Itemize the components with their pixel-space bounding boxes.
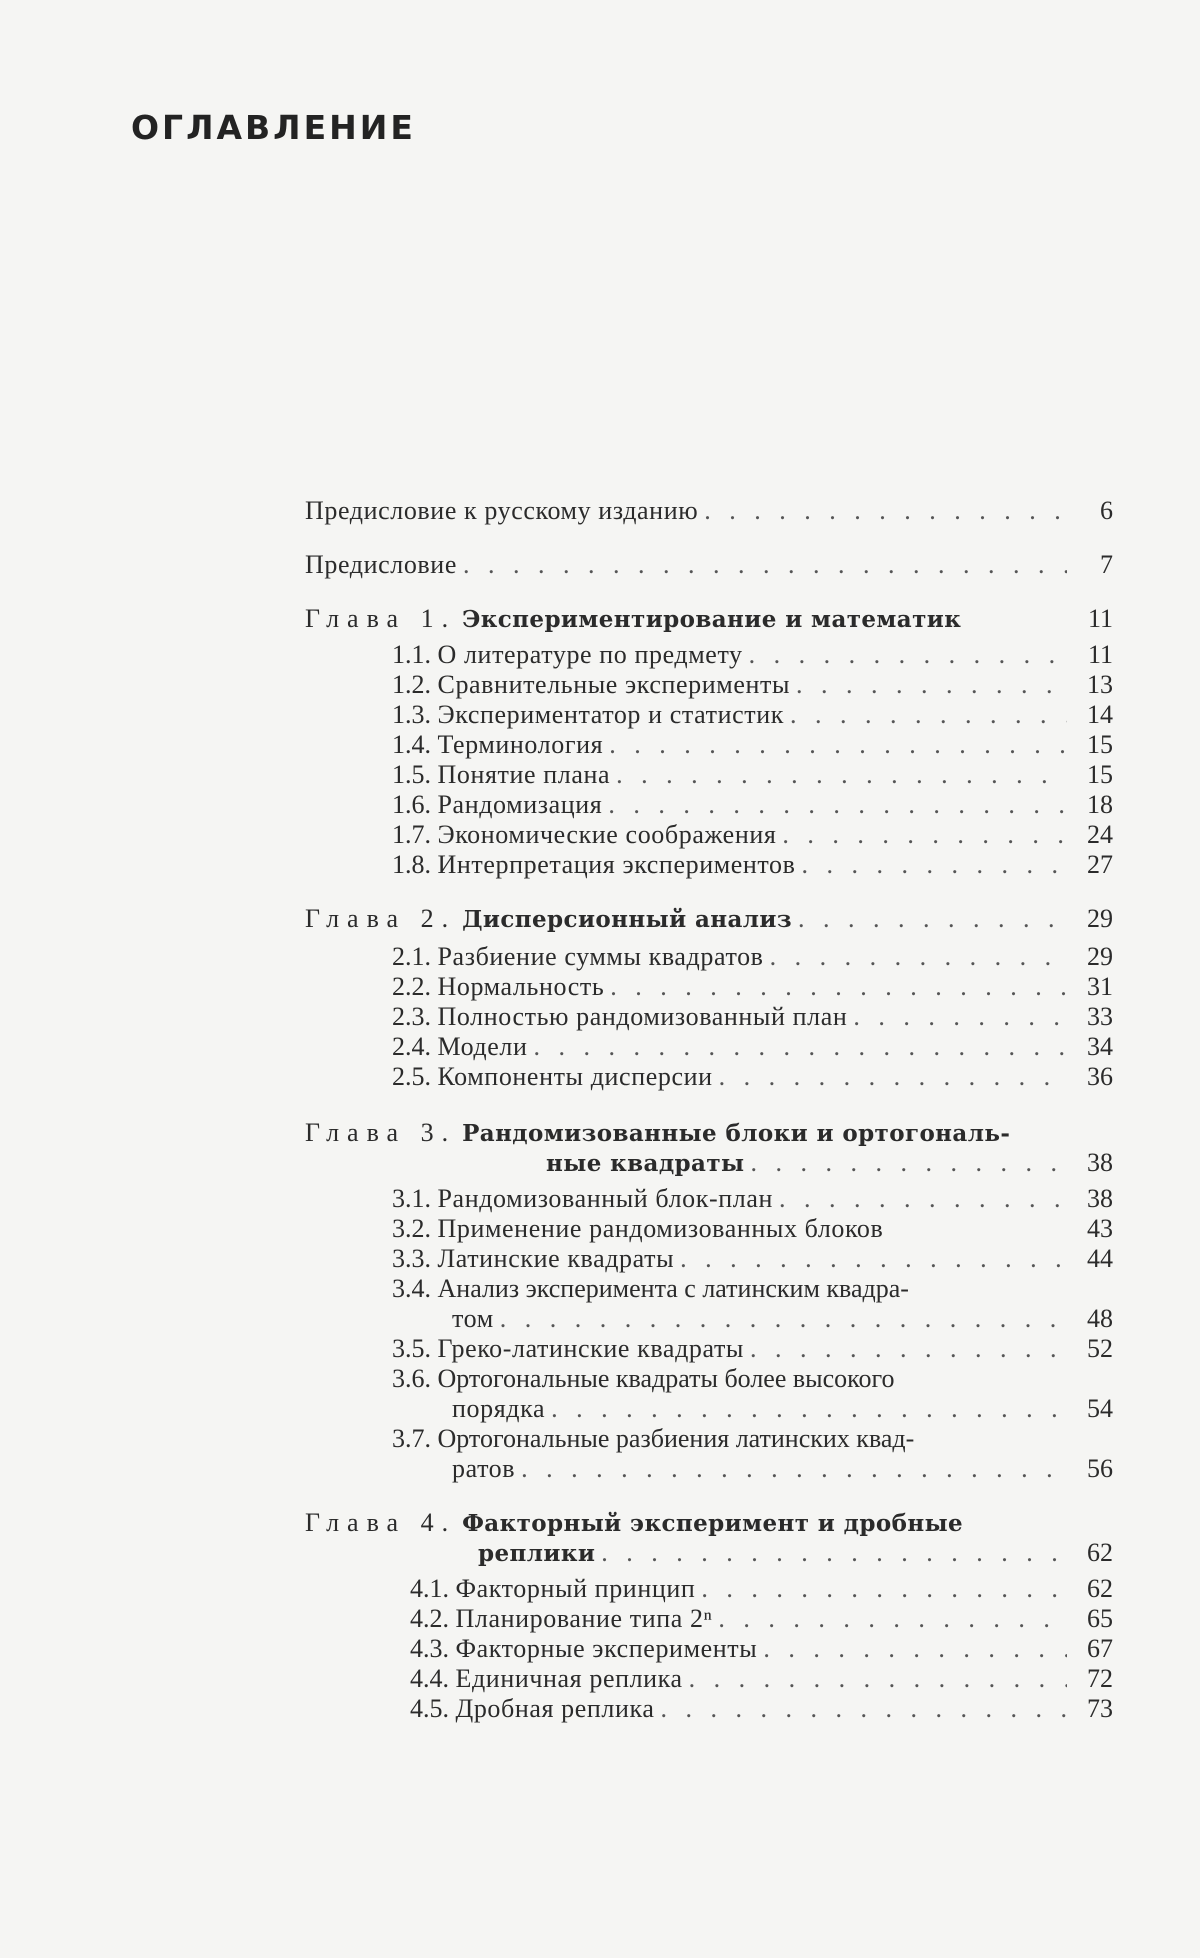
leader-dots (609, 730, 1067, 759)
leader-dots (601, 1538, 1067, 1567)
toc-entry-page: 52 (1087, 1334, 1113, 1363)
toc-entry-page: 11 (1087, 640, 1113, 669)
section-number: 1.4. (392, 730, 431, 759)
toc-entry-page: 72 (1087, 1664, 1113, 1693)
chapter-title-continued: реплики (478, 1540, 596, 1567)
toc-entry-page: 48 (1087, 1304, 1113, 1333)
section-number: 4.1. (410, 1574, 449, 1603)
section-number: 2.5. (392, 1062, 431, 1091)
leader-dots (689, 1664, 1067, 1693)
toc-section-2-4[interactable] (392, 1032, 1113, 1061)
section-number: 1.6. (392, 790, 431, 819)
leader-dots (463, 550, 1067, 579)
toc-entry-page: 13 (1087, 670, 1113, 699)
section-title: Разбиение суммы квадратов (437, 942, 764, 971)
section-title: Компоненты дисперсии (437, 1062, 713, 1091)
section-number: 3.5. (392, 1334, 431, 1363)
leader-dots (798, 904, 1067, 933)
toc-entry-page: 67 (1087, 1634, 1113, 1663)
toc-entry-page: 29 (1087, 904, 1113, 933)
toc-entry-preface-russian[interactable] (305, 496, 1113, 525)
section-title-continued: порядка (452, 1394, 546, 1423)
toc-section-3-1[interactable] (392, 1184, 1113, 1213)
section-number: 4.2. (410, 1604, 449, 1633)
toc-section-1-7[interactable] (392, 820, 1113, 849)
leader-dots (763, 1634, 1067, 1663)
section-title: Анализ эксперимента с латинским квадра- (437, 1274, 909, 1303)
toc-section-1-8[interactable] (392, 850, 1113, 879)
toc-entry-page: 43 (1087, 1214, 1113, 1243)
section-title: Экономические соображения (437, 820, 777, 849)
section-number: 4.4. (410, 1664, 449, 1693)
toc-section-1-4[interactable] (392, 730, 1113, 759)
chapter-label: Глава 3. (305, 1118, 457, 1147)
section-number: 3.4. (392, 1274, 431, 1303)
section-title: Терминология (437, 730, 604, 759)
leader-dots (779, 1184, 1067, 1213)
section-title-continued: том (452, 1304, 494, 1333)
leader-dots (680, 1244, 1067, 1273)
chapter-title: Дисперсионный анализ (462, 906, 792, 933)
toc-entry-title: Предисловие (305, 550, 457, 579)
toc-section-3-6-line2[interactable] (452, 1394, 1113, 1423)
leader-dots (610, 972, 1067, 1001)
section-title: Ортогональные квадраты более высокого (437, 1364, 895, 1393)
chapter-label: Глава 1. (305, 604, 457, 633)
section-number: 3.6. (392, 1364, 431, 1393)
section-title: Интерпретация экспериментов (437, 850, 796, 879)
toc-entry-page: 38 (1087, 1148, 1113, 1177)
leader-dots (608, 790, 1067, 819)
toc-entry-page: 38 (1087, 1184, 1113, 1213)
leader-dots (500, 1304, 1067, 1333)
section-number: 1.3. (392, 700, 431, 729)
toc-entry-page: 62 (1087, 1574, 1113, 1603)
toc-section-3-6-line1[interactable] (392, 1364, 895, 1393)
toc-entry-page: 6 (1100, 496, 1113, 525)
toc-section-3-7-line2[interactable] (452, 1454, 1113, 1483)
toc-entry-title: Предисловие к русскому изданию (305, 496, 699, 525)
toc-entry-page: 29 (1087, 942, 1113, 971)
section-number: 4.5. (410, 1694, 449, 1723)
leader-dots (790, 700, 1067, 729)
section-title: Греко-латинские квадраты (437, 1334, 744, 1363)
section-number: 4.3. (410, 1634, 449, 1663)
toc-chapter-1[interactable] (305, 604, 1113, 634)
toc-section-1-6[interactable] (392, 790, 1113, 819)
leader-dots (616, 760, 1067, 789)
leader-dots (796, 670, 1067, 699)
toc-entry-page: 15 (1087, 730, 1113, 759)
section-number: 1.5. (392, 760, 431, 789)
leader-dots (533, 1032, 1067, 1061)
toc-entry-page: 62 (1087, 1538, 1113, 1567)
toc-section-3-7-line1[interactable] (392, 1424, 914, 1453)
toc-entry-preface[interactable] (305, 550, 1113, 579)
toc-entry-page: 34 (1087, 1032, 1113, 1061)
toc-section-3-4-line1[interactable] (392, 1274, 909, 1303)
section-number: 3.1. (392, 1184, 431, 1213)
toc-entry-page: 15 (1087, 760, 1113, 789)
section-title: Латинские квадраты (437, 1244, 675, 1273)
section-number: 1.8. (392, 850, 431, 879)
toc-chapter-3-line2[interactable] (546, 1148, 1113, 1178)
toc-chapter-2[interactable] (305, 904, 1113, 934)
toc-section-3-5[interactable] (392, 1334, 1113, 1363)
section-number: 2.2. (392, 972, 431, 1001)
section-title: Нормальность (437, 972, 605, 1001)
section-title: Единичная реплика (455, 1664, 683, 1693)
section-title: Дробная реплика (455, 1694, 655, 1723)
toc-section-4-2[interactable] (410, 1604, 1113, 1633)
toc-entry-page: 54 (1087, 1394, 1113, 1423)
section-title: Рандомизация (437, 790, 603, 819)
section-number: 3.2. (392, 1214, 431, 1243)
section-title: Сравнительные эксперименты (437, 670, 791, 699)
toc-section-1-1[interactable] (392, 640, 1113, 669)
toc-entry-page: 65 (1087, 1604, 1113, 1633)
section-number: 2.3. (392, 1002, 431, 1031)
chapter-title-continued: ные квадраты (546, 1150, 745, 1177)
section-title: Факторные эксперименты (455, 1634, 758, 1663)
leader-dots (551, 1394, 1067, 1423)
toc-chapter-3-line1[interactable] (305, 1118, 1010, 1148)
toc-entry-page: 14 (1087, 700, 1113, 729)
section-title: Рандомизованный блок-план (437, 1184, 774, 1213)
toc-entry-page: 11 (1087, 604, 1113, 633)
chapter-label: Глава 2. (305, 904, 457, 933)
section-number: 1.7. (392, 820, 431, 849)
leader-dots (750, 1334, 1067, 1363)
toc-section-2-2[interactable] (392, 972, 1113, 1001)
toc-section-1-5[interactable] (392, 760, 1113, 789)
section-title: Полностью рандомизованный план (437, 1002, 848, 1031)
chapter-label: Глава 4. (305, 1508, 457, 1537)
section-title-continued: ратов (452, 1454, 516, 1483)
leader-dots (701, 1574, 1067, 1603)
leader-dots (802, 850, 1067, 879)
toc-entry-page: 27 (1087, 850, 1113, 879)
toc-section-4-3[interactable] (410, 1634, 1113, 1663)
section-number: 3.7. (392, 1424, 431, 1453)
chapter-title: Факторный эксперимент и дробные (462, 1510, 964, 1537)
toc-entry-page: 33 (1087, 1002, 1113, 1031)
toc-section-1-3[interactable] (392, 700, 1113, 729)
leader-dots (521, 1454, 1067, 1483)
toc-entry-page: 56 (1087, 1454, 1113, 1483)
toc-section-4-4[interactable] (410, 1664, 1113, 1693)
section-number: 3.3. (392, 1244, 431, 1273)
toc-section-1-2[interactable] (392, 670, 1113, 699)
section-title: Факторный принцип (455, 1574, 696, 1603)
toc-section-2-1[interactable] (392, 942, 1113, 971)
section-title: Ортогональные разбиения латинских квад- (437, 1424, 915, 1453)
leader-dots (853, 1002, 1067, 1031)
leader-dots (782, 820, 1067, 849)
toc-section-2-3[interactable] (392, 1002, 1113, 1031)
toc-entry-page: 73 (1087, 1694, 1113, 1723)
toc-entry-page: 36 (1087, 1062, 1113, 1091)
section-title: Понятие плана (437, 760, 611, 789)
leader-dots (704, 496, 1067, 525)
leader-dots (718, 1604, 1067, 1633)
section-title: Экспериментатор и статистик (437, 700, 784, 729)
toc-section-2-5[interactable] (392, 1062, 1113, 1091)
toc-section-4-5[interactable] (410, 1694, 1113, 1723)
section-title: О литературе по предмету (437, 640, 743, 669)
toc-chapter-4-line2[interactable] (478, 1538, 1113, 1568)
toc-section-3-3[interactable] (392, 1244, 1113, 1273)
toc-entry-page: 18 (1087, 790, 1113, 819)
toc-entry-page: 24 (1087, 820, 1113, 849)
leader-dots (719, 1062, 1067, 1091)
section-number: 1.2. (392, 670, 431, 699)
toc-section-3-2[interactable] (392, 1214, 1113, 1243)
toc-section-3-4-line2[interactable] (452, 1304, 1113, 1333)
leader-dots (749, 640, 1067, 669)
toc-entry-page: 7 (1100, 550, 1113, 579)
leader-dots (770, 942, 1067, 971)
section-number: 2.1. (392, 942, 431, 971)
leader-dots (661, 1694, 1068, 1723)
section-number: 1.1. (392, 640, 431, 669)
page-title: ОГЛАВЛЕНИЕ (131, 108, 416, 147)
toc-section-4-1[interactable] (410, 1574, 1113, 1603)
section-title: Планирование типа 2ⁿ (455, 1604, 713, 1633)
section-title: Применение рандомизованных блоков (437, 1214, 884, 1243)
toc-chapter-4-line1[interactable] (305, 1508, 963, 1538)
section-title: Модели (437, 1032, 528, 1061)
toc-entry-page: 31 (1087, 972, 1113, 1001)
section-number: 2.4. (392, 1032, 431, 1061)
chapter-title: Рандомизованные блоки и ортогональ- (462, 1120, 1011, 1147)
toc-entry-page: 44 (1087, 1244, 1113, 1273)
chapter-title: Экспериментирование и математик (462, 606, 962, 633)
leader-dots (750, 1148, 1067, 1177)
